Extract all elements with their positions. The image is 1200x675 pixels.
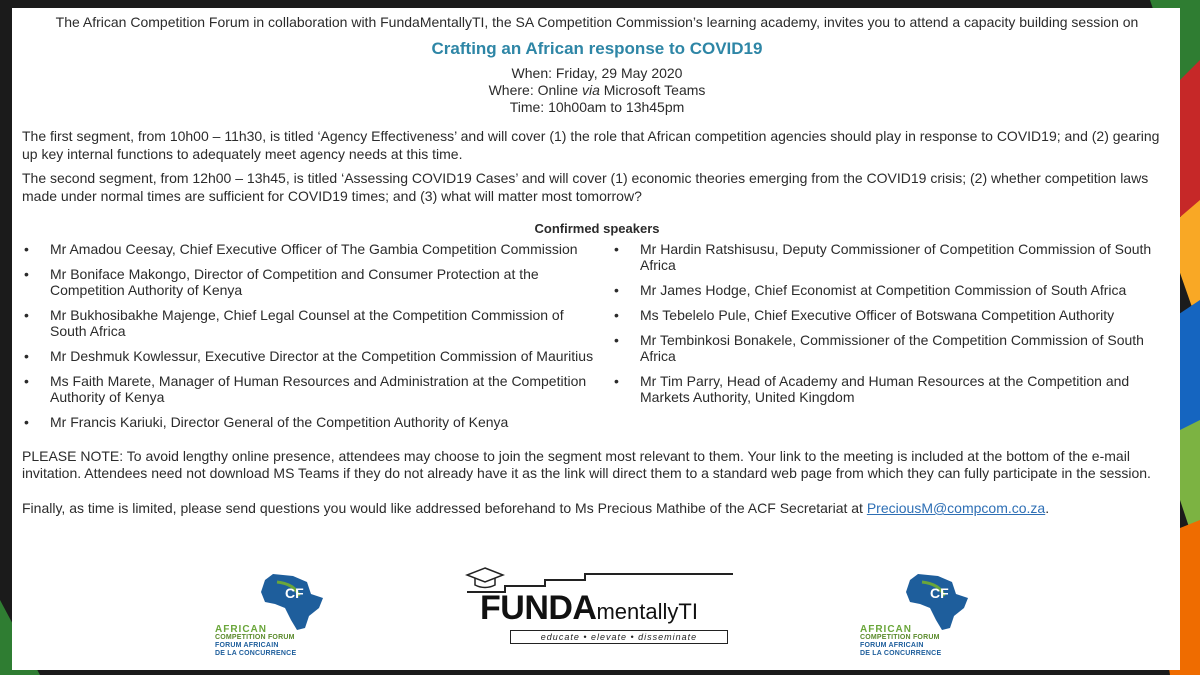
speaker-item: • Ms Faith Marete, Manager of Human Resources and Administration at the Competition Authority of Kenya bbox=[22, 373, 598, 405]
location-platform: Microsoft Teams bbox=[599, 82, 706, 98]
speaker-item: • Mr James Hodge, Chief Economist at Competition Commission of South Africa bbox=[612, 282, 1172, 298]
speaker-item: • Mr Tembinkosi Bonakele, Commissioner of the Competition Commission of South Africa bbox=[612, 332, 1172, 364]
acf-mark: CF bbox=[285, 585, 304, 601]
speaker-item: • Mr Bukhosibakhe Majenge, Chief Legal Counsel at the Competition Commission of South Africa bbox=[22, 307, 598, 339]
fund-wordmark: FUNDAmentallyTI bbox=[480, 589, 698, 627]
invitation-body bbox=[22, 14, 1172, 517]
acf-wordmark: AFRICAN COMPETITION FORUM FORUM AFRICAIN DE LA CONCURRENCE bbox=[860, 624, 942, 657]
secretariat-email-link[interactable]: PreciousM@compcom.co.za bbox=[866, 500, 1046, 516]
africa-map-icon bbox=[860, 572, 990, 632]
segment-one-description: The first segment, from 10h00 – 11h30, is titled ‘Agency Effectiveness’ and will cover (1) the role that African competition agencies should play in response to COVID19; and (2) gearing up key internal functions to adequately meet agency needs at this time. bbox=[22, 128, 1160, 162]
speakers-column-left bbox=[22, 241, 612, 439]
location-via: via bbox=[581, 82, 600, 98]
closing-text bbox=[22, 499, 1172, 517]
africa-map-icon bbox=[215, 572, 345, 632]
speakers-list bbox=[22, 241, 1172, 439]
acf-mark: CF bbox=[930, 585, 949, 601]
please-note-text: PLEASE NOTE: To avoid lengthy online presence, attendees may choose to join the segment most relevant to them. Your link to the meeting is included at the bottom of the e-mail invitation. Attendees need not download MS Teams if they do not already have it as the link will direct them to a standard web page from which they can fully participate in the session. bbox=[22, 448, 1151, 481]
location-prefix: Where: Online bbox=[488, 82, 582, 98]
speaker-item: • Mr Tim Parry, Head of Academy and Human Resources at the Competition and Markets Authority, United Kingdom bbox=[612, 373, 1172, 405]
speaker-item: • Mr Deshmuk Kowlessur, Executive Director at the Competition Commission of Mauritius bbox=[22, 348, 598, 364]
closing-period: . bbox=[1045, 500, 1050, 516]
speakers-heading: Confirmed speakers bbox=[534, 221, 660, 236]
acf-wordmark: AFRICAN COMPETITION FORUM FORUM AFRICAIN DE LA CONCURRENCE bbox=[215, 624, 297, 657]
event-date: When: Friday, 29 May 2020 bbox=[511, 65, 683, 81]
speaker-item: • Mr Boniface Makongo, Director of Competition and Consumer Protection at the Competition Authority of Kenya bbox=[22, 266, 598, 298]
speaker-item: • Mr Amadou Ceesay, Chief Executive Officer of The Gambia Competition Commission bbox=[22, 241, 598, 257]
speaker-item: • Mr Francis Kariuki, Director General of the Competition Authority of Kenya bbox=[22, 414, 598, 430]
intro-text: The African Competition Forum in collaboration with FundaMentallyTI, the SA Competition Commission’s learning academy, invites you to attend a capacity building session on bbox=[55, 14, 1139, 30]
event-time: Time: 10h00am to 13h45pm bbox=[509, 99, 685, 115]
segment-two-description: The second segment, from 12h00 – 13h45, is titled ‘Assessing COVID19 Cases’ and will cover (1) economic theories emerging from the COVID19 crisis; (2) whether competition laws made under normal times are sufficient for COVID19 times; and (3) what will matter most tomorrow? bbox=[22, 170, 1149, 204]
acf-logo-right bbox=[860, 572, 990, 662]
event-details bbox=[22, 65, 1172, 116]
closing-sentence: Finally, as time is limited, please send questions you would like addressed beforehand to Ms Precious Mathibe of the ACF Secretariat at bbox=[22, 500, 867, 516]
fundamentallyti-logo bbox=[465, 566, 735, 646]
acf-logo-left bbox=[215, 572, 345, 662]
fund-tagline: educate • elevate • disseminate bbox=[510, 630, 728, 644]
speaker-item: • Ms Tebelelo Pule, Chief Executive Officer of Botswana Competition Authority bbox=[612, 307, 1172, 323]
event-title: Crafting an African response to COVID19 bbox=[431, 39, 763, 58]
event-location bbox=[22, 82, 1172, 99]
speakers-column-right bbox=[612, 241, 1172, 439]
speaker-item: • Mr Hardin Ratshisusu, Deputy Commissioner of Competition Commission of South Africa bbox=[612, 241, 1172, 273]
